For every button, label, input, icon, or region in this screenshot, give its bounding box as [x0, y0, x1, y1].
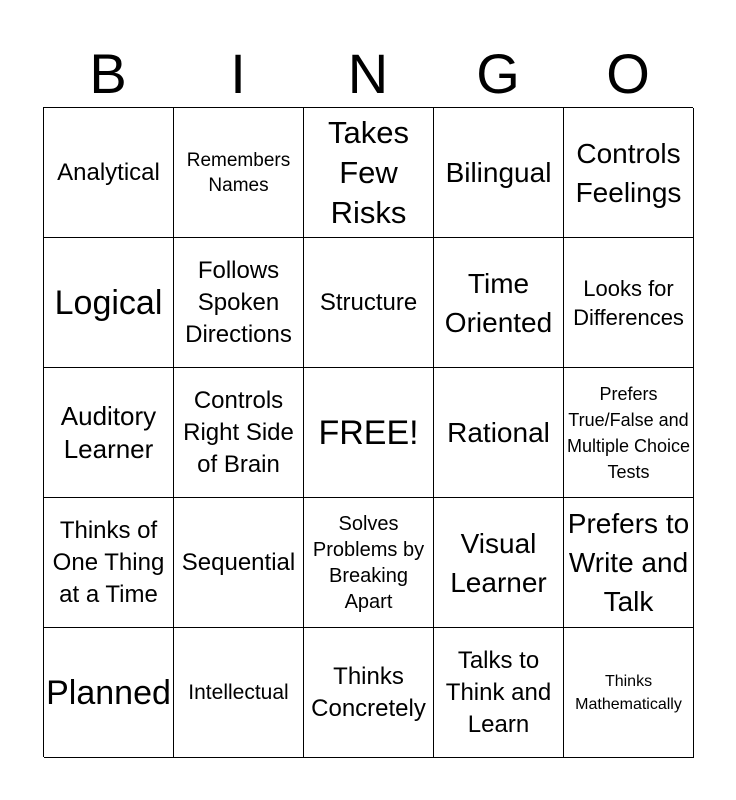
bingo-cell [174, 108, 304, 238]
header-letter-i: I [230, 42, 246, 105]
bingo-cell [304, 368, 434, 498]
cell-text: Thinks Mathematically [575, 672, 682, 713]
bingo-cell [434, 498, 564, 628]
bingo-cell [434, 368, 564, 498]
cell-text: Rational [447, 417, 550, 448]
bingo-cell [434, 628, 564, 758]
bingo-cell [44, 238, 174, 368]
bingo-cell [44, 368, 174, 498]
bingo-cell [174, 368, 304, 498]
bingo-cell [304, 238, 434, 368]
bingo-cell [564, 368, 694, 498]
bingo-card [43, 107, 693, 757]
cell-text: Sequential [181, 548, 296, 576]
bingo-cell [434, 238, 564, 368]
cell-text: Auditory Learner [60, 400, 157, 464]
bingo-cell [564, 628, 694, 758]
cell-text: Takes Few Risks [328, 114, 409, 230]
cell-text: Prefers to Write and Talk [567, 508, 690, 617]
bingo-cell [44, 108, 174, 238]
bingo-cell [174, 238, 304, 368]
cell-text: Logical [54, 283, 163, 322]
bingo-cell [304, 628, 434, 758]
header-letter-b: B [89, 42, 127, 105]
bingo-cell [174, 628, 304, 758]
cell-text: Structure [319, 288, 418, 316]
cell-text: Bilingual [445, 157, 552, 188]
bingo-cell [44, 498, 174, 628]
bingo-cell [174, 498, 304, 628]
bingo-cell [304, 108, 434, 238]
bingo-cell [564, 498, 694, 628]
cell-text: FREE! [318, 413, 419, 452]
cell-text: Controls Feelings [575, 137, 682, 208]
bingo-cell [434, 108, 564, 238]
cell-text: Time Oriented [444, 267, 553, 338]
header-letter-g: G [476, 42, 520, 105]
bingo-cell [564, 238, 694, 368]
cell-text: Follows Spoken Directions [185, 256, 292, 348]
cell-text: Analytical [57, 158, 160, 186]
cell-text: Prefers True/False and Multiple Choice Tests [566, 383, 691, 482]
cell-text: Solves Problems by Breaking Apart [312, 512, 425, 613]
bingo-cell [44, 628, 174, 758]
cell-text: Remembers Names [186, 149, 291, 196]
cell-text: Looks for Differences [573, 275, 684, 330]
bingo-header [43, 40, 693, 108]
cell-text: Visual Learner [450, 527, 547, 598]
bingo-cell [304, 498, 434, 628]
bingo-cell [564, 108, 694, 238]
cell-text: Thinks Concretely [311, 662, 426, 722]
header-letter-n: N [347, 42, 389, 105]
cell-text: Thinks of One Thing at a Time [52, 516, 165, 608]
header-letter-o: O [606, 42, 650, 105]
cell-text: Intellectual [188, 680, 289, 704]
cell-text: Controls Right Side of Brain [183, 386, 294, 478]
cell-text: Planned [46, 673, 171, 712]
cell-text: Talks to Think and Learn [445, 646, 552, 738]
